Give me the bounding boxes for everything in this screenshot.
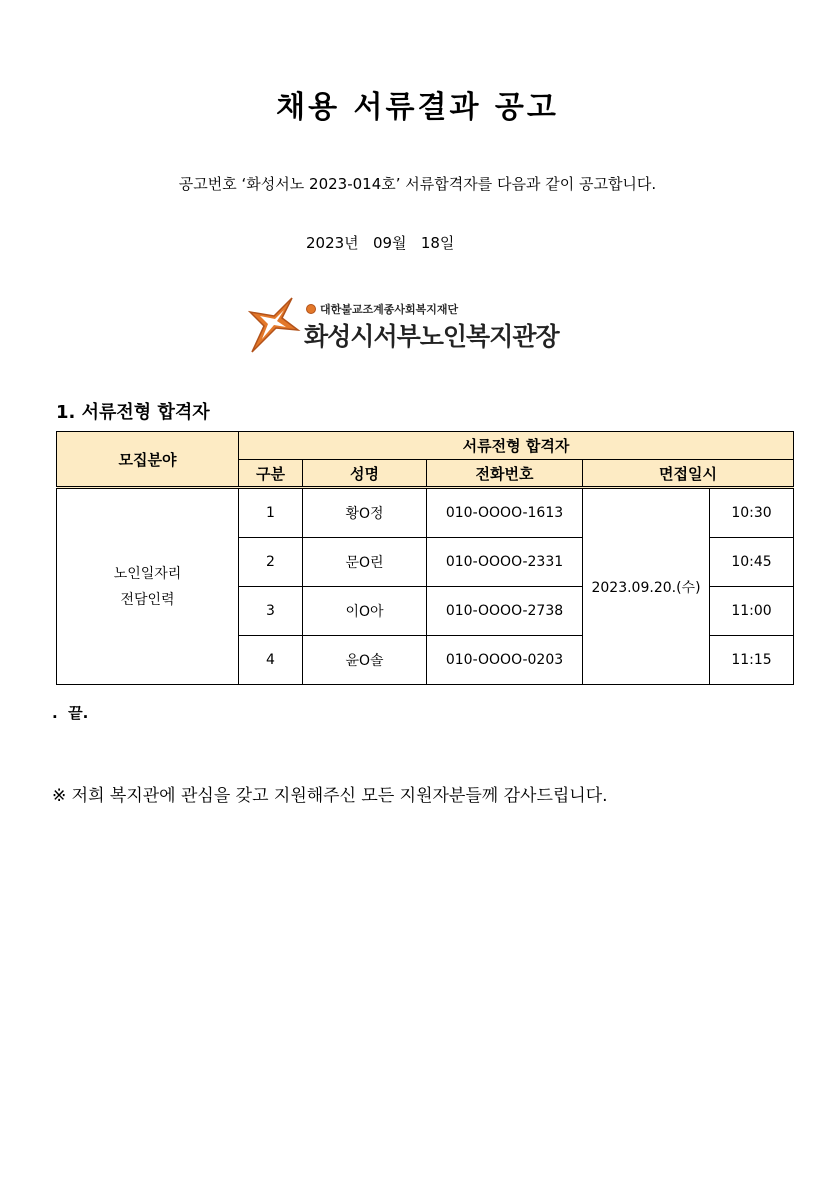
- row-time: 11:15: [710, 636, 794, 685]
- field-line: 노인일자리: [113, 565, 182, 582]
- header-interview: 면접일시: [583, 460, 794, 488]
- row-phone: 010-OOOO-0203: [427, 636, 583, 685]
- header-name: 성명: [303, 460, 427, 488]
- foundation-label: 대한불교조계종사회복지재단: [320, 303, 459, 316]
- header-no: 구분: [239, 460, 303, 488]
- header-group: 서류전형 합격자: [239, 432, 794, 460]
- organization-logo: [248, 296, 559, 354]
- field-cell: [57, 488, 239, 685]
- row-phone: 010-OOOO-2738: [427, 587, 583, 636]
- thank-you-note: ※ 저희 복지관에 관심을 갖고 지원해주신 모든 지원자분들께 감사드립니다.: [52, 786, 608, 806]
- interview-date: 2023.09.20.(수): [583, 488, 710, 685]
- star-logo-icon: [248, 296, 302, 354]
- header-field: 모집분야: [57, 432, 239, 488]
- section-heading: 1. 서류전형 합격자: [56, 402, 210, 423]
- foundation-name: [306, 301, 458, 317]
- row-no: 4: [239, 636, 303, 685]
- header-phone: 전화번호: [427, 460, 583, 488]
- buddhist-emblem-icon: [306, 304, 316, 314]
- row-phone: 010-OOOO-1613: [427, 488, 583, 538]
- field-line: 전담인력: [120, 591, 175, 608]
- row-name: 윤O솔: [303, 636, 427, 685]
- row-no: 1: [239, 488, 303, 538]
- row-time: 10:30: [710, 488, 794, 538]
- page-title: 채용 서류결과 공고: [276, 90, 559, 125]
- row-time: 10:45: [710, 538, 794, 587]
- intro-text: 공고번호 ‘화성서노 2023-014호’ 서류합격자를 다음과 같이 공고합니다.: [178, 175, 657, 193]
- center-name: 화성시서부노인복지관장: [304, 322, 559, 351]
- row-no: 2: [239, 538, 303, 587]
- results-table: [56, 431, 794, 685]
- end-mark: . 끝.: [52, 704, 89, 722]
- table-row: [57, 488, 794, 538]
- announcement-date: 2023년 09월 18일: [306, 234, 455, 252]
- row-no: 3: [239, 587, 303, 636]
- row-name: 이O아: [303, 587, 427, 636]
- row-time: 11:00: [710, 587, 794, 636]
- row-name: 황O정: [303, 488, 427, 538]
- row-phone: 010-OOOO-2331: [427, 538, 583, 587]
- row-name: 문O린: [303, 538, 427, 587]
